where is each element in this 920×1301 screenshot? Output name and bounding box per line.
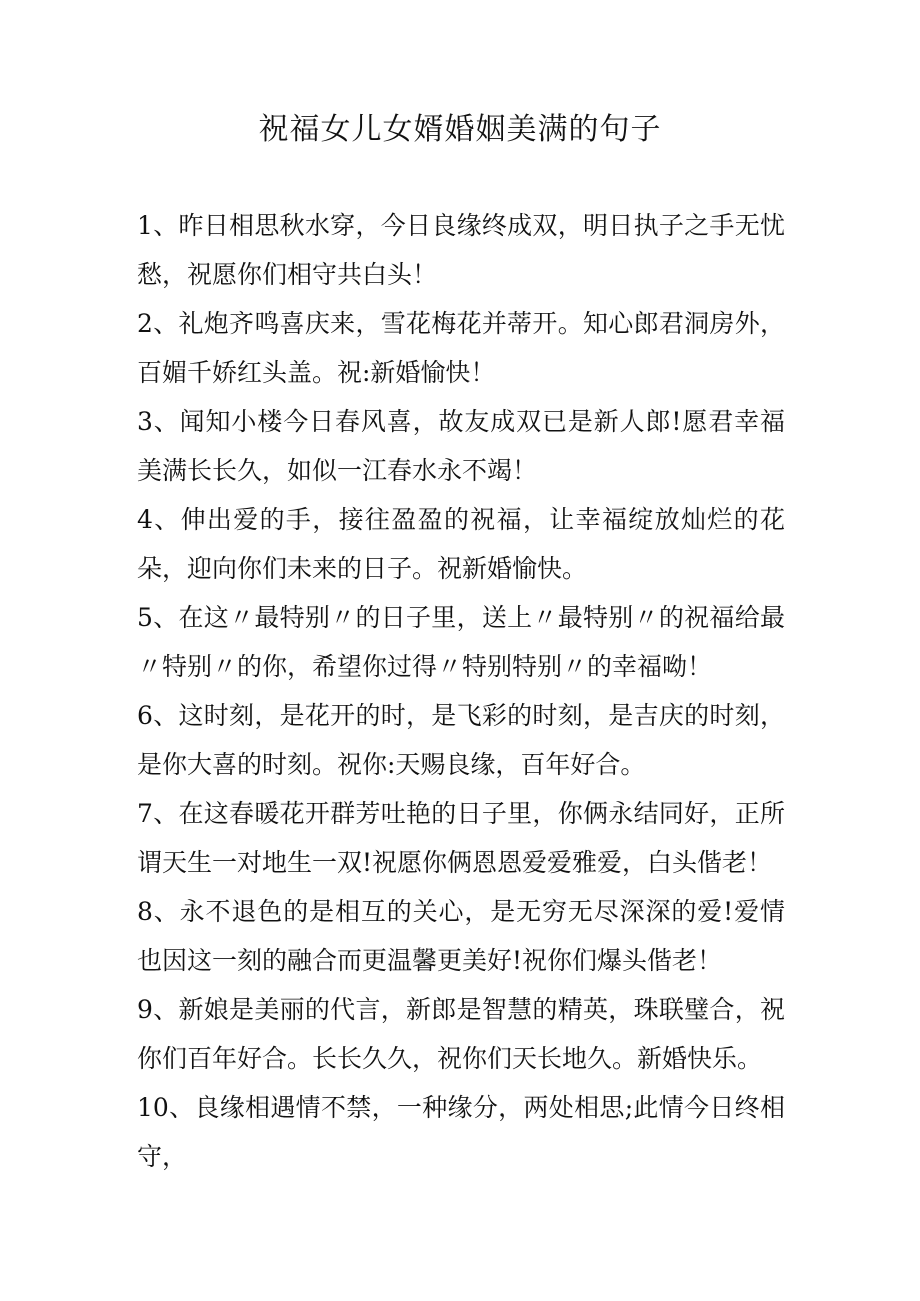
paragraph-4: 4、伸出爱的手，接往盈盈的祝福，让幸福绽放灿烂的花朵，迎向你们未来的日子。祝新婚愉快。 [137,505,785,583]
paragraph-2: 2、礼炮齐鸣喜庆来，雪花梅花并蒂开。知心郎君洞房外，百媚千娇红头盖。祝:新婚愉快！ [137,309,785,387]
paragraph-5: 5、在这〃最特别〃的日子里，送上〃最特别〃的祝福给最〃特别〃的你，希望你过得〃特别特别〃的幸福呦！ [137,603,785,681]
paragraph-8: 8、永不退色的是相互的关心，是无穷无尽深深的爱!爱情也因这一刻的融合而更温馨更美好!祝你们爆头偕老！ [137,897,785,975]
paragraph-10: 10、良缘相遇情不禁，一种缘分，两处相思;此情今日终相守， [137,1093,785,1171]
document-body [137,201,785,1181]
paragraph-3: 3、闻知小楼今日春风喜，故友成双已是新人郎!愿君幸福美满长长久，如似一江春水永不竭！ [137,407,785,485]
paragraph-9: 9、新娘是美丽的代言，新郎是智慧的精英，珠联璧合，祝你们百年好合。长长久久，祝你们天长地久。新婚快乐。 [137,995,785,1073]
paragraph-1: 1、昨日相思秋水穿，今日良缘终成双，明日执子之手无忧愁，祝愿你们相守共白头！ [137,211,785,289]
document-title: 祝福女儿女婿婚姻美满的句子 [258,112,662,147]
paragraph-7: 7、在这春暖花开群芳吐艳的日子里，你俩永结同好，正所谓天生一对地生一双!祝愿你俩恩恩爱爱雅爱，白头偕老！ [137,799,785,877]
paragraph-6: 6、这时刻，是花开的时，是飞彩的时刻，是吉庆的时刻，是你大喜的时刻。祝你:天赐良缘，百年好合。 [137,701,785,779]
